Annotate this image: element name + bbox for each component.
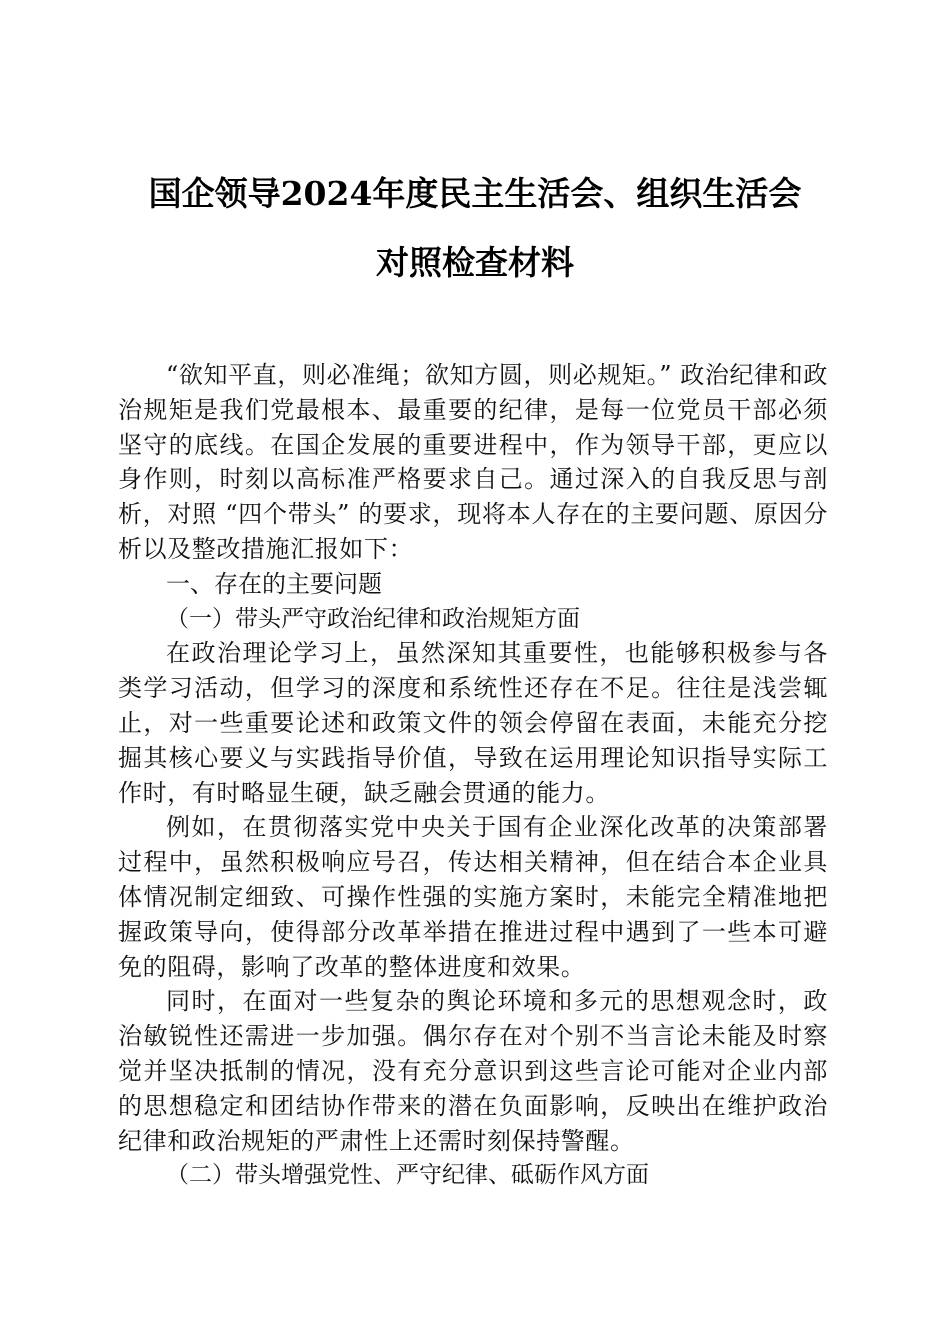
section-heading-problems: 一、存在的主要问题 (166, 569, 382, 598)
intro-paragraph: “欲知平直，则必准绳；欲知方圆，则必规矩。” 政治纪律和政治规矩是我们党最根本、最重要的纪律，是每一位党员干部必须坚守的底线。在国企发展的重要进程中，作为领导干部，更应以身作则，时刻以高标准严格要求自己。通过深入的自我反思与剖析，对照 “四个带头” 的要求，现将本人存在的主要问题、原因分析以及整改措施汇报如下： (118, 361, 828, 563)
document-title-line-2: 对照检查材料 (376, 243, 574, 282)
subsection-heading-party-spirit: （二）带头增强党性、严守纪律、砥砺作风方面 (166, 1162, 649, 1189)
document-body (118, 358, 828, 1193)
body-paragraph: 同时，在面对一些复杂的舆论环境和多元的思想观念时，政治敏锐性还需进一步加强。偶尔存在对个别不当言论未能及时察觉并坚决抵制的情况，没有充分意识到这些言论可能对企业内部的思想稳定和团结协作带来的潜在负面影响，反映出在维护政治纪律和政治规矩的严肃性上还需时刻保持警醒。 (118, 987, 828, 1155)
subsection-heading-political-discipline: （一）带头严守政治纪律和政治规矩方面 (166, 605, 580, 632)
document-title-line-1: 国企领导2024年度民主生活会、组织生活会 (148, 174, 802, 213)
body-paragraph: 例如，在贯彻落实党中央关于国有企业深化改革的决策部署过程中，虽然积极响应号召，传达相关精神，但在结合本企业具体情况制定细致、可操作性强的实施方案时，未能完全精准地把握政策导向，使得部分改革举措在推进过程中遇到了一些本可避免的阻碍，影响了改革的整体进度和效果。 (118, 813, 828, 981)
body-paragraph: 在政治理论学习上，虽然深知其重要性，也能够积极参与各类学习活动，但学习的深度和系统性还存在不足。往往是浅尝辄止，对一些重要论述和政策文件的领会停留在表面，未能充分挖掘其核心要义与实践指导价值，导致在运用理论知识指导实际工作时，有时略显生硬，缺乏融会贯通的能力。 (118, 639, 828, 807)
